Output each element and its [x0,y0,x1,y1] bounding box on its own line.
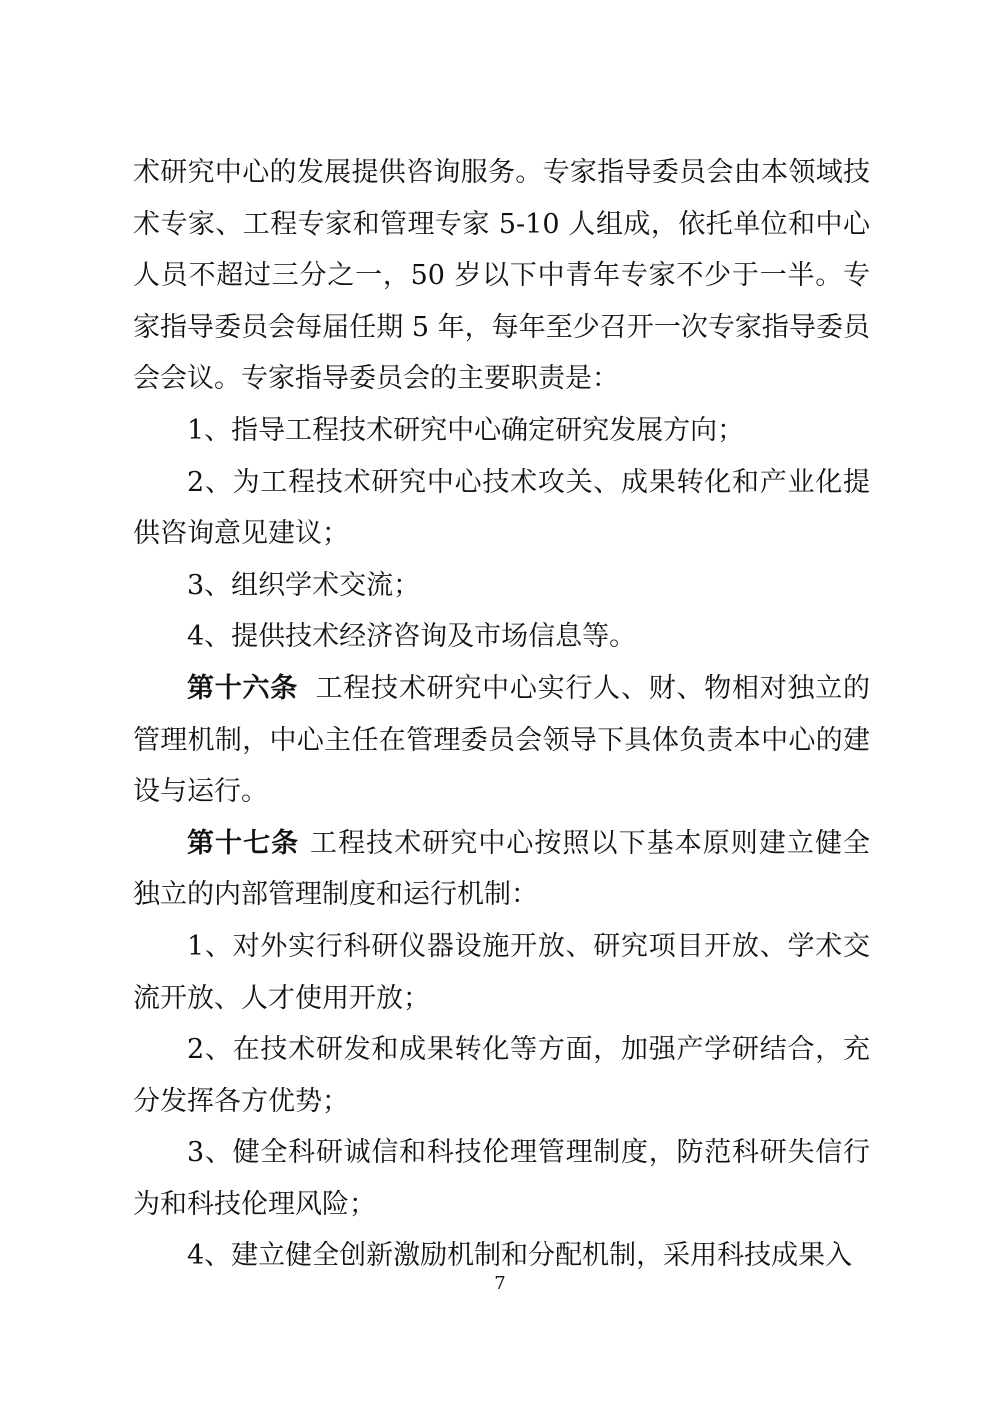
duty-item-4: 4、提供技术经济咨询及市场信息等。 [187,621,637,653]
article-16-heading: 第十六条 [187,672,299,704]
duty-item-3: 3、组织学术交流； [187,569,421,601]
document-body [133,147,870,1282]
principle-item-4: 4、建立健全创新激励机制和分配机制，采用科技成果入 [187,1240,853,1272]
duty-item-1: 1、指导工程技术研究中心确定研究发展方向； [187,414,745,446]
principle-item-2: 2、在技术研发和成果转化等方面，加强产学研结合，充分发挥各方优势； [133,1034,870,1117]
paragraph-continuation: 术研究中心的发展提供咨询服务。专家指导委员会由本领域技术专家、工程专家和管理专家 5-10 人组成，依托单位和中心人员不超过三分之一，50 岁以下中青年专家不少于一半。专家指导委员会每届任期 5 年，每年至少召开一次专家指导委员会会议。专家指导委员会的主要职责是： [133,157,870,395]
article-16-text: 工程技术研究中心实行人、财、物相对独立的管理机制，中心主任在管理委员会领导下具体负责本中心的建设与运行。 [133,672,871,808]
duty-item-2: 2、为工程技术研究中心技术攻关、成果转化和产业化提供咨询意见建议； [133,466,870,550]
article-17-paragraph [133,818,870,921]
article-17-heading: 第十七条 [187,827,300,859]
principle-item-3: 3、健全科研诚信和科技伦理管理制度，防范科研失信行为和科技伦理风险； [133,1137,870,1220]
principle-item-1: 1、对外实行科研仪器设施开放、研究项目开放、学术交流开放、人才使用开放； [133,930,870,1014]
article-17-text: 工程技术研究中心按照以下基本原则建立健全独立的内部管理制度和运行机制： [133,827,871,911]
article-16-paragraph [133,663,870,818]
page-number: 7 [494,1273,506,1294]
